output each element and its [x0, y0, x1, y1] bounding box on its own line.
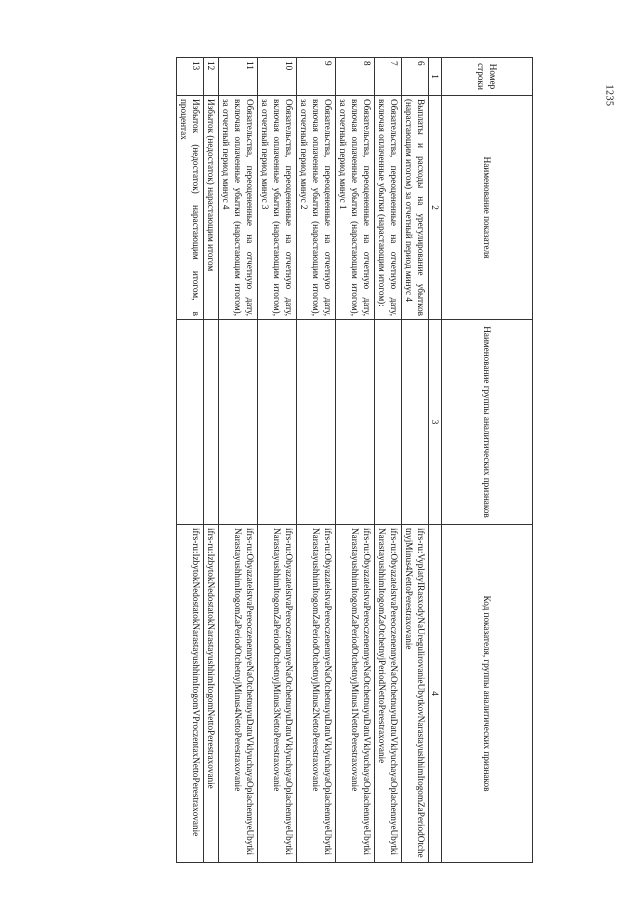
indicator-name: Избыток (недостаток) нарастающим итогом — [204, 96, 219, 320]
table-row — [375, 58, 402, 863]
indicator-code: ifrs-ru:ObyazatelstvaPereoczenennyeNaOtchetnuyuDatuVklyuchayaOplachennyeUbytkiNarastayushhimItogomZaPeriodOtchetnyjMinus4NettoPerestraxovanie — [219, 525, 258, 863]
row-number: 10 — [258, 58, 297, 96]
column-index: 1 — [429, 58, 442, 96]
header-indicator-name: Наименование показателя — [442, 96, 533, 320]
indicator-code: ifrs-ru:IzbytokNedostatokNarastayushhimItogomNettoPerestraxovanie — [204, 525, 219, 863]
row-number: 6 — [402, 58, 429, 96]
group-name — [336, 320, 375, 525]
rotated-page — [73, 57, 533, 862]
table-row — [177, 58, 204, 863]
indicator-name: Обязательства, переоцененные на отчетную дату, включая оплаченные убытки (нарастающим итогом), за отчетный период минус 2 — [297, 96, 336, 320]
row-number: 7 — [375, 58, 402, 96]
page-number: 1235 — [603, 84, 615, 107]
indicator-name: Избыток (недостаток) нарастающим итогом, в процентах — [177, 96, 204, 320]
indicator-name: Обязательства, переоцененные на отчетную дату, включая оплаченные убытки (нарастающим итогом), за отчетный период минус 3 — [258, 96, 297, 320]
column-index: 4 — [429, 525, 442, 863]
row-number: 9 — [297, 58, 336, 96]
row-number: 8 — [336, 58, 375, 96]
table-row — [258, 58, 297, 863]
row-number: 13 — [177, 58, 204, 96]
indicator-name: Выплаты и расходы на урегулирование убытков (нарастающим итогом) за отчетный период минус 4 — [402, 96, 429, 320]
indicator-code: ifrs-ru:IzbytokNedostatokNarastayushhimItogomVProczentaxNettoPerestraxovanie — [177, 525, 204, 863]
group-name — [375, 320, 402, 525]
table-row — [402, 58, 429, 863]
column-index: 3 — [429, 320, 442, 525]
group-name — [258, 320, 297, 525]
table-row — [219, 58, 258, 863]
indicator-name: Обязательства, переоцененные на отчетную дату, включая оплаченные убытки (нарастающим итогом), за отчетный период минус 4 — [219, 96, 258, 320]
indicator-name: Обязательства, переоцененные на отчетную дату, включая оплаченные убытки (нарастающим итогом): — [375, 96, 402, 320]
group-name — [177, 320, 204, 525]
row-number: 11 — [219, 58, 258, 96]
header-indicator-code: Код показателя, группы аналитических признаков — [442, 525, 533, 863]
header-group-name: Наименование группы аналитических признаков — [442, 320, 533, 525]
indicator-code: ifrs-ru:ObyazatelstvaPereoczenennyeNaOtchetnuyuDatuVklyuchayaOplachennyeUbytkiNarastayushhimItogomZaPeriodOtchetnyjMinus1NettoPerestraxovanie — [336, 525, 375, 863]
group-name — [204, 320, 219, 525]
column-index-row — [429, 58, 442, 863]
table-header-row — [442, 58, 533, 863]
group-name — [297, 320, 336, 525]
header-row-number: Номер строки — [442, 58, 533, 96]
indicator-code: ifrs-ru:VyplatyIRasxodyNaUregulirovanieUbytkovNarastayushhimItogomZaPeriodOtchetnyjMinus4NettoPerestraxovanie — [402, 525, 429, 863]
group-name — [219, 320, 258, 525]
table-row — [204, 58, 219, 863]
column-index: 2 — [429, 96, 442, 320]
table-body — [177, 58, 429, 863]
row-number: 12 — [204, 58, 219, 96]
indicator-code: ifrs-ru:ObyazatelstvaPereoczenennyeNaOtchetnuyuDatuVklyuchayaOplachennyeUbytkiNarastayushhimItogomZaPeriodOtchetnyjMinus3NettoPerestraxovanie — [258, 525, 297, 863]
table-row — [336, 58, 375, 863]
table-row — [297, 58, 336, 863]
group-name — [402, 320, 429, 525]
indicator-code: ifrs-ru:ObyazatelstvaPereoczenennyeNaOtchetnuyuDatuVklyuchayaOplachennyeUbytkiNarastayushhimItogomZaPeriodOtchetnyjMinus2NettoPerestraxovanie — [297, 525, 336, 863]
indicator-name: Обязательства, переоцененные на отчетную дату, включая оплаченные убытки (нарастающим итогом), за отчетный период минус 1 — [336, 96, 375, 320]
indicator-code: ifrs-ru:ObyazatelstvaPereoczenennyeNaOtchetnuyuDatuVklyuchayaOplachennyeUbytkiNarastayushhimItogomZaOtchetnyjPeriodNettoPerestraxovanie — [375, 525, 402, 863]
indicator-table — [176, 57, 533, 863]
